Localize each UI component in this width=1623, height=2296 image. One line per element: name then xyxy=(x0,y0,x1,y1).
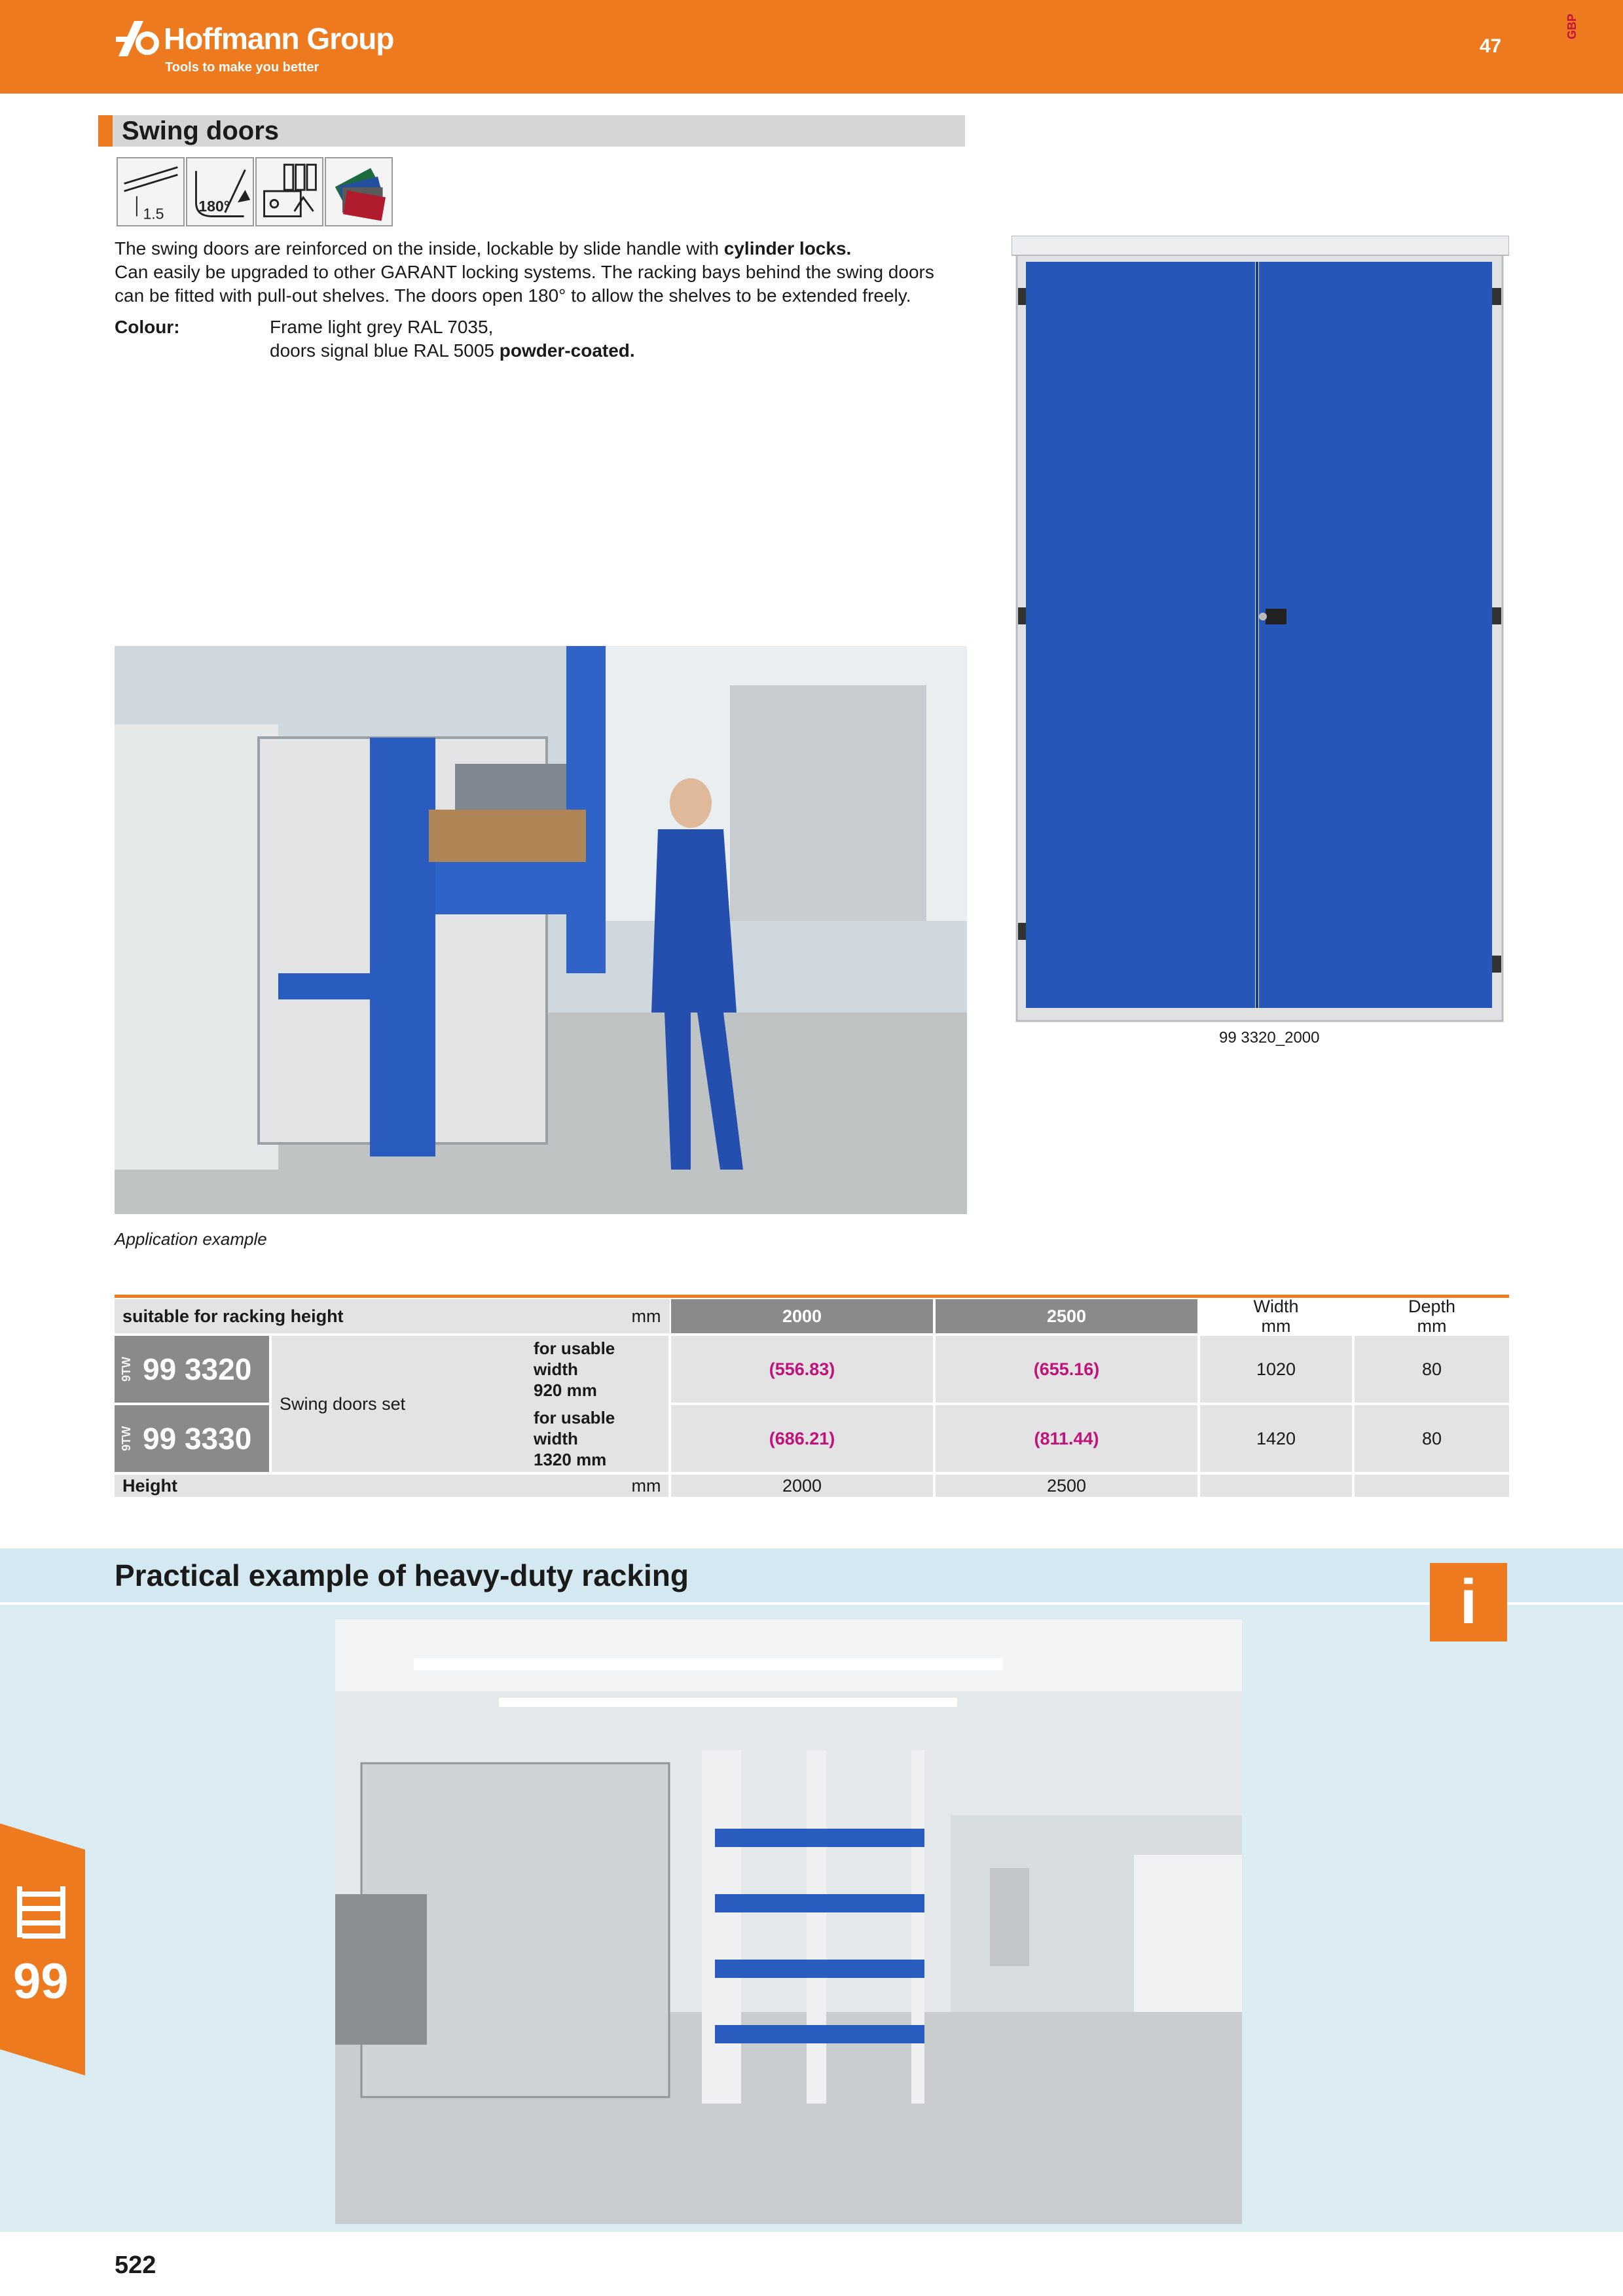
page-number: 522 xyxy=(115,2251,156,2279)
swing-door-cabinet-image xyxy=(1012,236,1509,1024)
depth-99-3320: 80 xyxy=(1355,1336,1509,1403)
product-name: Swing doors set xyxy=(280,1393,406,1414)
height-label: Height xyxy=(115,1475,668,1497)
chapter-number: 99 xyxy=(13,1954,69,2009)
racking-height-label: suitable for racking height xyxy=(115,1299,670,1333)
height-value-2500: 2500 xyxy=(936,1475,1197,1497)
catalogue-page-ref: 47 xyxy=(1480,35,1502,57)
hoffmann-logo-icon xyxy=(115,18,160,59)
practical-example-title: Practical example of heavy-duty racking xyxy=(115,1558,689,1592)
currency-code: GBP xyxy=(1565,13,1578,39)
usable-width-1320: for usable width 1320 mm xyxy=(534,1408,615,1469)
table-top-rule xyxy=(115,1295,1509,1298)
colour-swatches-icon xyxy=(325,157,393,226)
height-depth-empty xyxy=(1355,1475,1509,1497)
depth-99-3330: 80 xyxy=(1355,1405,1509,1472)
price-99-3320-2500: (655.16) xyxy=(936,1336,1197,1403)
section-heading-accent xyxy=(98,115,113,147)
width-99-3330: 1420 xyxy=(1200,1405,1352,1472)
brand-name: Hoffmann Group xyxy=(164,22,394,56)
angle-value: 180° xyxy=(198,197,230,215)
application-example-photo xyxy=(115,646,967,1214)
width-column-header: Width mm xyxy=(1253,1297,1299,1336)
width-99-3320: 1020 xyxy=(1200,1336,1352,1403)
product-description: The swing doors are reinforced on the inside, lockable by slide handle with cylinder locks. Can easily be upgraded to other GARANT locking systems. The racking bays behind the swing doors can be fitted with pull-out shelves. The doors open 180° to allow the shelves to be extended freely. xyxy=(115,238,934,306)
price-99-3330-2000: (686.21) xyxy=(671,1405,933,1472)
chapter-side-tab xyxy=(0,1823,85,2075)
sheet-thickness-icon xyxy=(117,157,185,226)
table-row-article-99-3330: 9TW 99 3330 xyxy=(115,1405,269,1472)
table-row-article-99-3320: 9TW 99 3320 xyxy=(115,1336,269,1403)
height-value-2000: 2000 xyxy=(671,1475,933,1497)
height-width-empty xyxy=(1200,1475,1352,1497)
section-title: Swing doors xyxy=(122,117,279,145)
application-example-caption: Application example xyxy=(115,1229,267,1249)
brand-tagline: Tools to make you better xyxy=(165,60,319,75)
thickness-value: 1.5 xyxy=(143,205,164,223)
door-opening-180-icon xyxy=(186,157,254,226)
height-column-2500: 2500 xyxy=(936,1299,1197,1333)
usable-width-920: for usable width 920 mm xyxy=(534,1338,615,1400)
depth-column-header: Depth mm xyxy=(1408,1297,1456,1336)
colour-label: Colour: xyxy=(115,317,180,337)
info-icon: i xyxy=(1430,1563,1507,1641)
product-table xyxy=(115,1295,1509,1511)
racking-height-unit: mm xyxy=(631,1306,661,1326)
price-99-3330-2500: (811.44) xyxy=(936,1405,1197,1472)
locking-system-icon xyxy=(255,157,323,226)
colour-spec: Frame light grey RAL 7035, doors signal blue RAL 5005 powder-coated. xyxy=(270,317,635,361)
height-unit: mm xyxy=(631,1475,661,1496)
workshop-racking-photo xyxy=(335,1619,1242,2224)
height-column-2000: 2000 xyxy=(671,1299,933,1333)
cabinet-image-caption: 99 3320_2000 xyxy=(1219,1029,1320,1047)
price-99-3320-2000: (556.83) xyxy=(671,1336,933,1403)
